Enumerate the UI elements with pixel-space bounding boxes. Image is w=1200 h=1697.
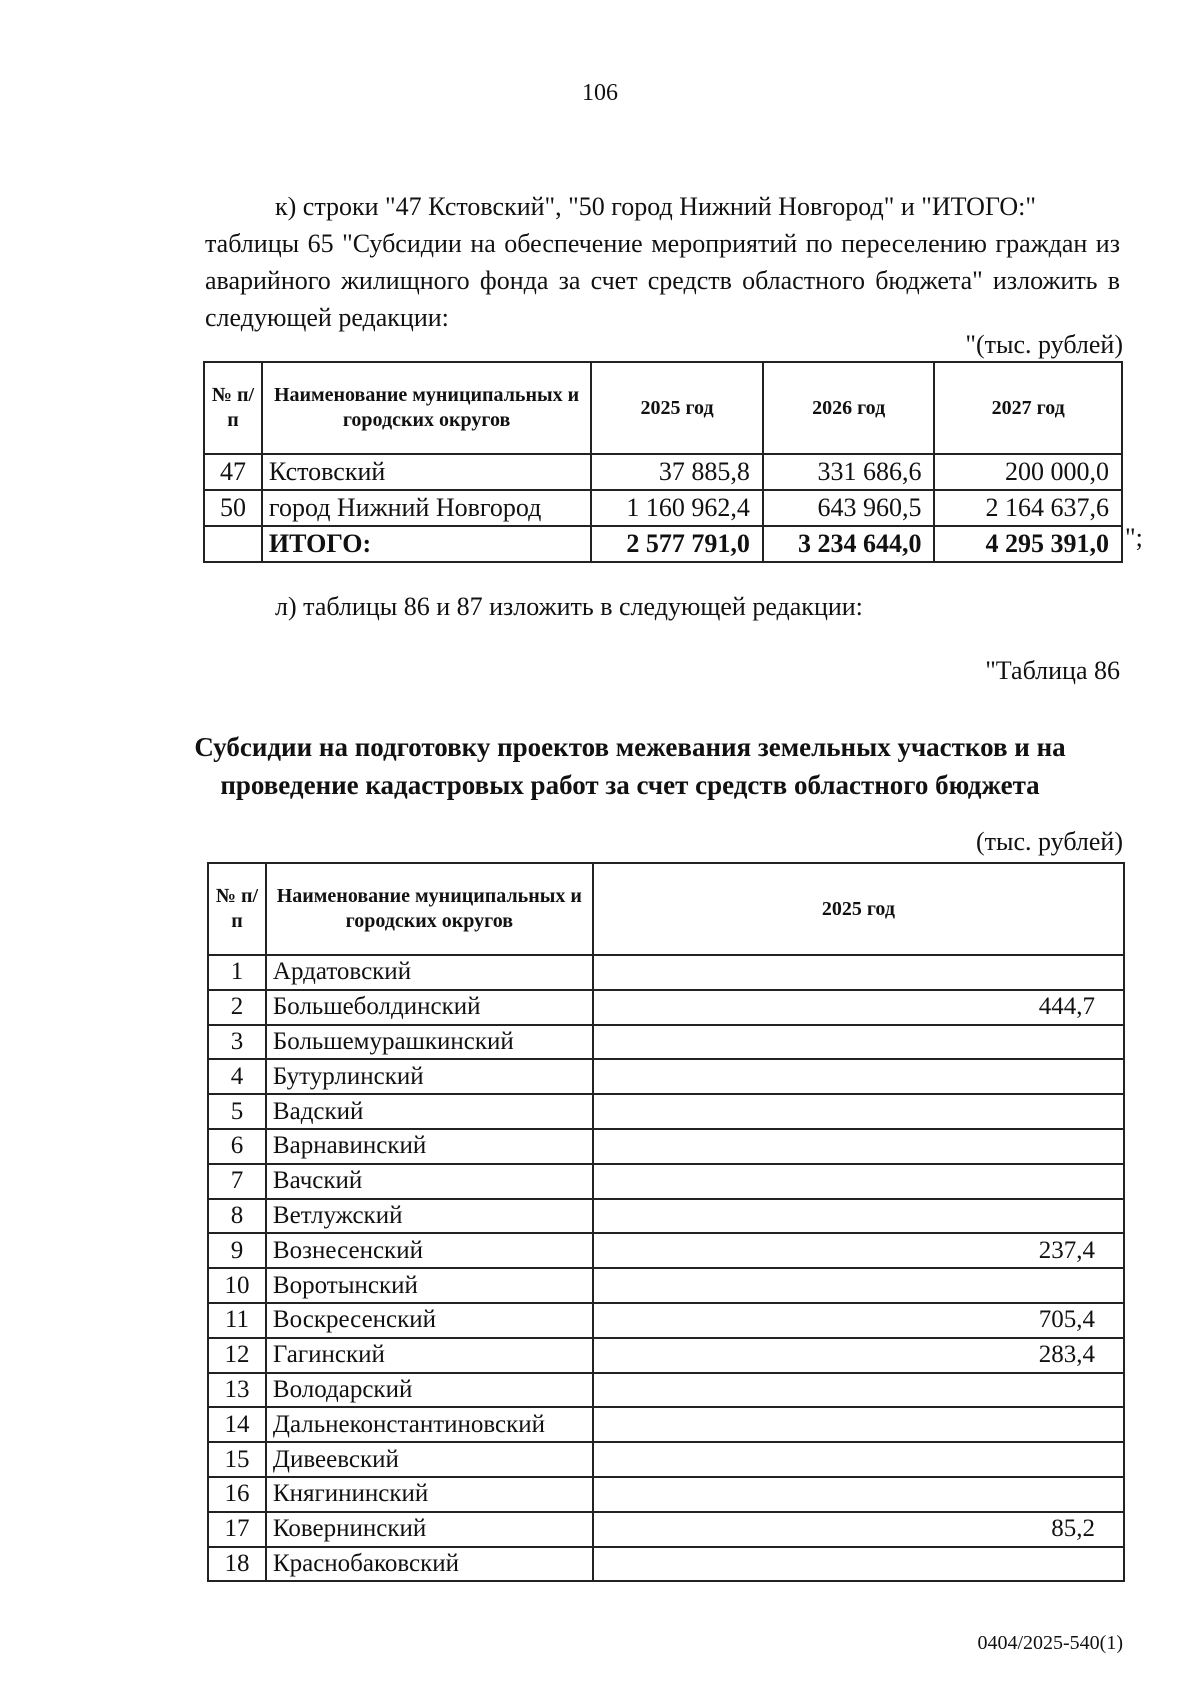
row-value: [593, 1268, 1124, 1303]
table-row: [208, 1129, 1124, 1164]
row-num: 11: [208, 1303, 266, 1338]
row-value: 283,4: [593, 1338, 1124, 1373]
row-num: 9: [208, 1233, 266, 1268]
row-num: 50: [204, 490, 262, 526]
total-num: [204, 526, 262, 562]
row-name: Гагинский: [266, 1338, 593, 1373]
row-name: Кстовский: [262, 454, 591, 490]
row-name: Большемурашкинский: [266, 1025, 593, 1060]
row-num: 1: [208, 955, 266, 990]
row-value: [593, 1477, 1124, 1512]
table65-header-2026: 2026 год: [763, 362, 935, 454]
table65-total-row: [204, 526, 1122, 562]
row-num: 4: [208, 1059, 266, 1094]
row-num: 5: [208, 1094, 266, 1129]
row-name: Варнавинский: [266, 1129, 593, 1164]
table86-units: (тыс. рублей): [975, 827, 1123, 856]
row-num: 47: [204, 454, 262, 490]
row-num: 2: [208, 990, 266, 1025]
row-name: Бутурлинский: [266, 1059, 593, 1094]
row-num: 3: [208, 1025, 266, 1060]
row-name: Вадский: [266, 1094, 593, 1129]
table-row: [208, 1268, 1124, 1303]
table-row: [208, 1303, 1124, 1338]
section-l-paragraph: л) таблицы 86 и 87 изложить в следующей редакции:: [275, 592, 863, 621]
row-num: 18: [208, 1547, 266, 1582]
row-num: 17: [208, 1512, 266, 1547]
row-name: Володарский: [266, 1373, 593, 1408]
total-label: ИТОГО:: [262, 526, 591, 562]
table65-units: "(тыс. рублей): [965, 330, 1123, 359]
table-65: [203, 361, 1123, 563]
total-2027: 4 295 391,0: [934, 526, 1122, 562]
row-value: [593, 1059, 1124, 1094]
table-row: [208, 1059, 1124, 1094]
table-row: [204, 490, 1122, 526]
table-row: [208, 1338, 1124, 1373]
row-value: [593, 1199, 1124, 1234]
table65-header-name: Наименование муниципальных и городских округов: [262, 362, 591, 454]
table-row: [208, 990, 1124, 1025]
row-num: 14: [208, 1407, 266, 1442]
row-name: город Нижний Новгород: [262, 490, 591, 526]
row-value: [593, 1407, 1124, 1442]
table-row: [208, 1442, 1124, 1477]
document-code: 0404/2025-540(1): [977, 1632, 1123, 1654]
row-num: 13: [208, 1373, 266, 1408]
total-2025: 2 577 791,0: [591, 526, 763, 562]
table86-header-name: Наименование муниципальных и городских округов: [266, 863, 593, 955]
row-num: 6: [208, 1129, 266, 1164]
row-value: [593, 1025, 1124, 1060]
row-num: 16: [208, 1477, 266, 1512]
table-row: [208, 1477, 1124, 1512]
page-number: 106: [582, 80, 618, 106]
table-row: [208, 1547, 1124, 1582]
table65-header-row: [204, 362, 1122, 454]
table65-header-num: № п/п: [204, 362, 262, 454]
row-name: Воротынский: [266, 1268, 593, 1303]
row-2027: 2 164 637,6: [934, 490, 1122, 526]
row-value: 85,2: [593, 1512, 1124, 1547]
table-row: [208, 1373, 1124, 1408]
row-num: 15: [208, 1442, 266, 1477]
table86-header-num: № п/п: [208, 863, 266, 955]
row-value: [593, 1373, 1124, 1408]
row-value: 237,4: [593, 1233, 1124, 1268]
table-row: [208, 955, 1124, 990]
row-name: Ветлужский: [266, 1199, 593, 1234]
row-name: Краснобаковский: [266, 1547, 593, 1582]
row-name: Воскресенский: [266, 1303, 593, 1338]
table-row: [208, 1199, 1124, 1234]
row-value: 705,4: [593, 1303, 1124, 1338]
row-name: Большеболдинский: [266, 990, 593, 1025]
table-row: [204, 454, 1122, 490]
table65-header-2025: 2025 год: [591, 362, 763, 454]
row-name: Вознесенский: [266, 1233, 593, 1268]
row-name: Ардатовский: [266, 955, 593, 990]
row-value: [593, 955, 1124, 990]
table-row: [208, 1094, 1124, 1129]
section-k-rest: таблицы 65 "Субсидии на обеспечение мероприятий по переселению граждан из аварийного жилищного фонда за счет средств областного бюджета" изложить в следующей редакции:: [205, 229, 1120, 332]
row-2026: 331 686,6: [763, 454, 935, 490]
table86-header-2025: 2025 год: [593, 863, 1124, 955]
section-k-paragraph: [205, 188, 1120, 336]
row-name: Дивеевский: [266, 1442, 593, 1477]
table-row: [208, 1407, 1124, 1442]
table86-title: Субсидии на подготовку проектов межевания земельных участков и на проведение кадастровых работ за счет средств областного бюджета: [194, 732, 1066, 800]
row-value: [593, 1164, 1124, 1199]
table86-label: "Таблица 86: [985, 656, 1120, 685]
row-name: Княгининский: [266, 1477, 593, 1512]
row-2027: 200 000,0: [934, 454, 1122, 490]
row-value: 444,7: [593, 990, 1124, 1025]
row-value: [593, 1094, 1124, 1129]
table-row: [208, 1512, 1124, 1547]
table65-closing-quote: ";: [1125, 523, 1143, 552]
row-name: Ковернинский: [266, 1512, 593, 1547]
table-row: [208, 1233, 1124, 1268]
row-value: [593, 1547, 1124, 1582]
row-num: 8: [208, 1199, 266, 1234]
table65-header-2027: 2027 год: [934, 362, 1122, 454]
table86-header-row: [208, 863, 1124, 955]
table-86: [207, 862, 1125, 1582]
row-value: [593, 1129, 1124, 1164]
row-num: 10: [208, 1268, 266, 1303]
table-row: [208, 1164, 1124, 1199]
row-num: 12: [208, 1338, 266, 1373]
row-num: 7: [208, 1164, 266, 1199]
row-2026: 643 960,5: [763, 490, 935, 526]
row-name: Дальнеконстантиновский: [266, 1407, 593, 1442]
section-k-line1: к) строки "47 Кстовский", "50 город Нижний Новгород" и "ИТОГО:": [275, 192, 1036, 221]
row-2025: 1 160 962,4: [591, 490, 763, 526]
row-name: Вачский: [266, 1164, 593, 1199]
total-2026: 3 234 644,0: [763, 526, 935, 562]
table-row: [208, 1025, 1124, 1060]
row-2025: 37 885,8: [591, 454, 763, 490]
row-value: [593, 1442, 1124, 1477]
table86-body: [208, 955, 1124, 1581]
